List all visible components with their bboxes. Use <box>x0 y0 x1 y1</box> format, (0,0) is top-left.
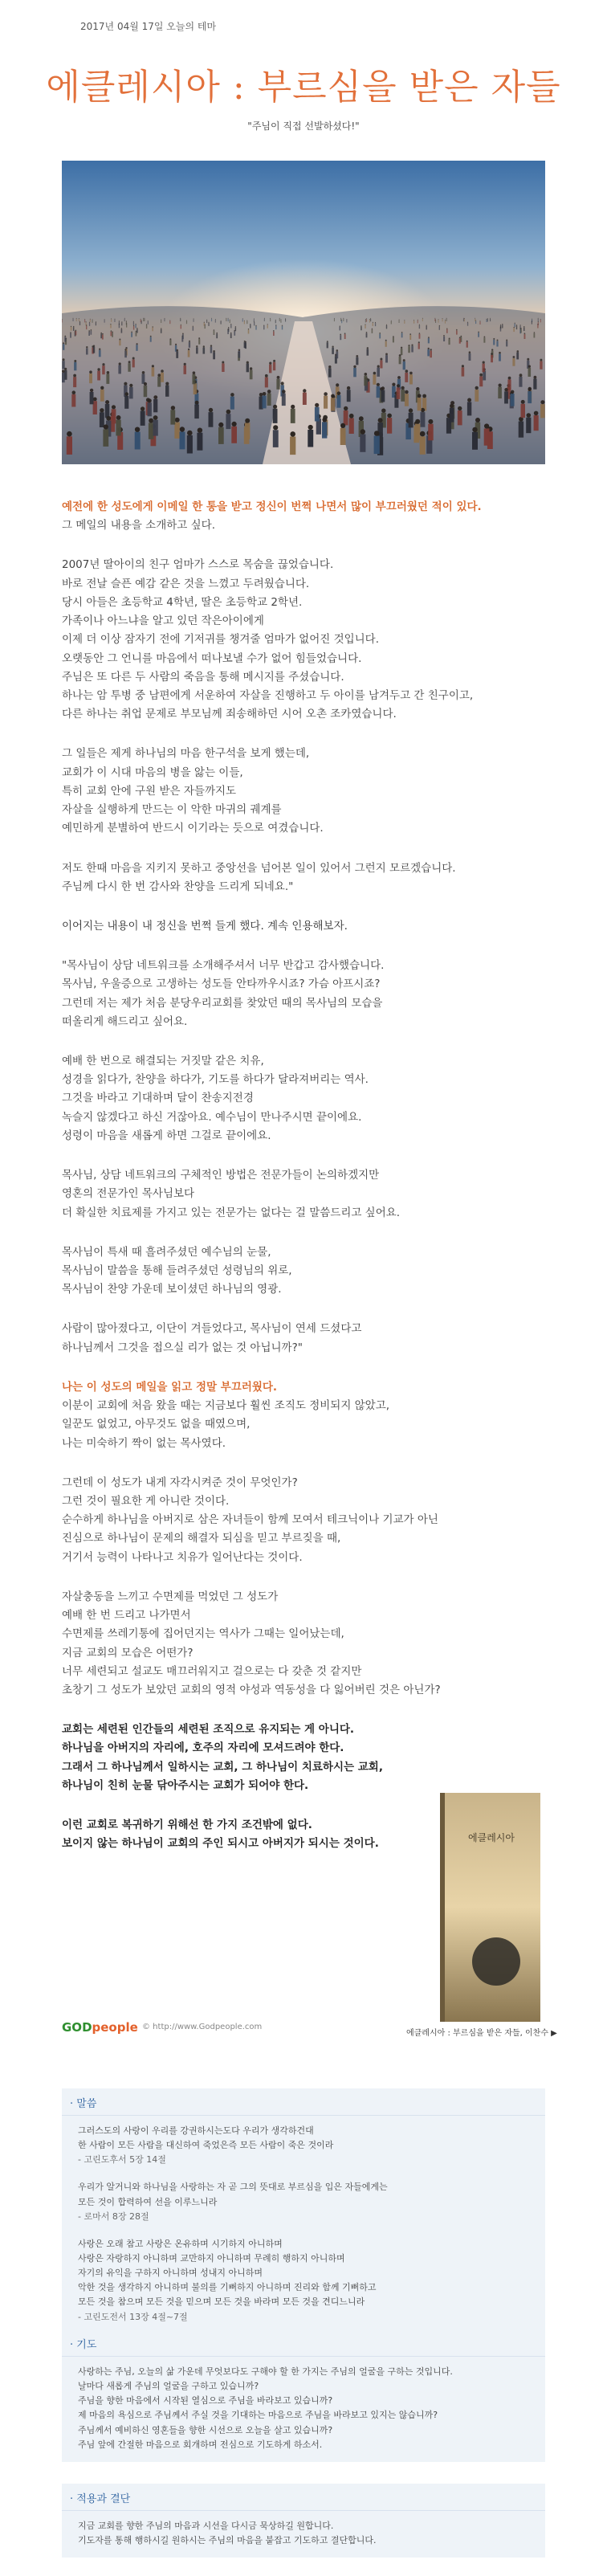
section-prayer <box>62 2329 545 2462</box>
article-line: 그런데 이 성도가 내게 자각시켜준 것이 무엇인가? <box>62 1476 298 1489</box>
verse-line: 그러스도의 사랑이 우리를 강권하시는도다 우리가 생각하건대 <box>78 2125 314 2136</box>
article-line: 바로 전날 슬픈 예감 같은 것을 느꼈고 두려웠습니다. <box>62 577 310 590</box>
article-line: 목사님, 상담 네트워크의 구체적인 방법은 전문가들이 논의하겠지만 <box>62 1169 380 1182</box>
section-word <box>62 2088 545 2347</box>
article-line: 일꾼도 없었고, 아무것도 없을 때였으며, <box>62 1418 251 1431</box>
article-line: 당시 아들은 초등학교 4학년, 딸은 초등학교 2학년. <box>62 595 303 609</box>
theme-date: 2017년 04월 17일 오늘의 테마 <box>80 21 217 32</box>
section-line: 날마다 새롭게 주님의 얼굴을 구하고 있습니까? <box>78 2381 259 2392</box>
article-line: 사람이 많아졌다고, 이단이 겨들었다고, 목사님이 연세 드셨다고 <box>62 1322 362 1336</box>
section-word-body <box>62 2116 545 2347</box>
article-line: 영혼의 전문가인 목사님보다 <box>62 1187 195 1201</box>
article-paragraph <box>62 957 545 1031</box>
article-line: 목사님이 찬양 가운데 보이셨던 하나님의 영광. <box>62 1283 282 1296</box>
section-prayer-title: · 기도 <box>62 2329 545 2357</box>
article-line: 목사님, 우울증으로 고생하는 성도들 안타까우시죠? 가슴 아프시죠? <box>62 978 381 991</box>
article-paragraph <box>62 745 545 838</box>
page-title: 에클레시아 : 부르심을 받은 자들 <box>46 67 561 108</box>
article-line: 초창기 그 성도가 보았던 교회의 영적 야성과 역동성을 다 잃어버린 것은 아닌가? <box>62 1683 441 1696</box>
article-paragraph <box>62 1243 545 1300</box>
article-paragraph <box>62 917 545 936</box>
article-paragraph <box>62 1588 545 1700</box>
article-line: 그래서 그 하나님께서 일하시는 교회, 그 하나님이 치료하시는 교회, <box>62 1760 383 1774</box>
article-line: 오랫동안 그 언니를 마음에서 떠나보낼 수가 없어 힘들었습니다. <box>62 651 362 665</box>
section-apply-body <box>62 2511 545 2558</box>
article-line: 다른 하나는 취업 문제로 부모님께 죄송해하던 시어 오촌 조카였습니다. <box>62 708 397 721</box>
section-line: 주님 앞에 간절한 마음으로 회개하며 전심으로 기도하게 하소서. <box>78 2439 323 2450</box>
section-line: 사랑하는 주님, 오늘의 삶 가운데 무엇보다도 구해야 할 한 가지는 주님의 얼굴을 구하는 것입니다. <box>78 2366 453 2377</box>
article-line: 성령이 마음을 새롭게 하면 그걸로 끝이에요. <box>62 1129 271 1142</box>
article-line: 나는 미숙하기 짝이 없는 목사였다. <box>62 1436 226 1450</box>
article-line: 자살충동을 느끼고 수면제를 먹었던 그 성도가 <box>62 1590 279 1603</box>
article-line: 이제 더 이상 잠자기 전에 기저귀를 챙겨줄 엄마가 없어진 것입니다. <box>62 633 380 647</box>
article-line: 떠올리게 해드리고 싶어요. <box>62 1014 188 1028</box>
article-line: 성경을 읽다가, 찬양을 하다가, 기도를 하다가 달라져버리는 역사. <box>62 1073 369 1087</box>
book-cover-image <box>440 1793 540 2022</box>
footer-copyright: © http://www.Godpeople.com <box>142 2023 263 2031</box>
article-line: 이런 교회로 복귀하기 위해선 한 가지 조건밖에 없다. <box>62 1819 312 1832</box>
article-line: 예배 한 번 드리고 나가면서 <box>62 1609 191 1623</box>
verse-line: 사랑은 자랑하지 아니하며 교만하지 아니하며 무례히 행하지 아니하며 <box>78 2252 345 2264</box>
article-paragraph <box>62 1721 545 1795</box>
article-paragraph <box>62 859 545 896</box>
book-cover[interactable] <box>440 1793 540 2022</box>
section-word-title: · 말씀 <box>62 2088 545 2116</box>
article-line: 하나님을 아버지의 자리에, 호주의 자리에 모셔드려야 한다. <box>62 1741 344 1755</box>
section-line: 지금 교회를 향한 주님의 마음과 시선을 다시금 묵상하길 원합니다. <box>78 2521 334 2531</box>
article-line: 저도 한때 마음을 지키지 못하고 중앙선을 넘어본 일이 있어서 그런지 모르겠습니다. <box>62 861 456 875</box>
article-line: 그런 것이 필요한 게 아니란 것이다. <box>62 1494 230 1508</box>
verse-reference: - 고린도전서 13장 4절~7절 <box>78 2311 188 2322</box>
article-line: 가족이나 아느냐을 알고 있던 작은아이에게 <box>62 614 264 628</box>
article-line: 자살을 실행하게 만드는 이 악한 마귀의 궤계를 <box>62 803 282 817</box>
article-line: 너무 세련되고 설교도 매끄러워지고 걸으로는 다 갖춘 것 같지만 <box>62 1664 362 1678</box>
article-line: "목사님이 상담 네트워크를 소개해주셔서 너무 반갑고 감사했습니다. <box>62 959 385 973</box>
article-line: 교회가 이 시대 마음의 병을 앓는 이들, <box>62 765 243 779</box>
book-cover-title: 에클레시아 <box>468 1832 515 1843</box>
article-line: 예민하게 분별하여 반드시 이기라는 듯으로 여겼습니다. <box>62 822 324 835</box>
article-line: 그 일들은 제게 하나님의 마음 한구석을 보게 했는데, <box>62 747 310 761</box>
article-paragraph <box>62 1166 545 1223</box>
verse-line: 한 사람이 모든 사람을 대신하여 죽었은즉 모든 사람이 죽은 것이라 <box>78 2140 334 2151</box>
article-line: 더 확실한 치료제를 가지고 있는 전문가는 없다는 걸 말씀드리고 싶어요. <box>62 1206 401 1219</box>
verse-line: 모든 것이 합력하여 선을 이루느니라 <box>78 2196 218 2207</box>
article-paragraph <box>62 556 545 724</box>
verse <box>78 2237 529 2325</box>
article-line: 그것을 바라고 기대하며 달이 찬송지전경 <box>62 1092 254 1105</box>
article-line: 수면제를 쓰레기통에 집어던지는 역사가 그때는 일어났는데, <box>62 1627 344 1641</box>
crowd-illustration <box>62 161 545 464</box>
article-line: 목사님이 특새 때 흘려주셨던 예수님의 눈물, <box>62 1245 271 1259</box>
article-line: 진심으로 하나님이 문제의 해결자 되심을 믿고 부르짖을 때, <box>62 1532 341 1545</box>
section-line: 주님을 향한 마음에서 시작된 열심으로 주님을 바라보고 있습니까? <box>78 2395 333 2407</box>
article-body <box>62 498 545 1874</box>
article-line: 목사님이 말씀을 통해 들려주셨던 성령님의 위로, <box>62 1264 292 1277</box>
article-line: 그 메일의 내용을 소개하고 싶다. <box>62 519 215 533</box>
article-paragraph <box>62 498 545 535</box>
verse-reference: - 로마서 8장 28절 <box>78 2211 149 2222</box>
article-line: 순수하게 하나님을 아버지로 삼은 자녀들이 함께 모여서 테크닉이나 기교가 아닌 <box>62 1513 438 1527</box>
article-line: 거기서 능력이 나타나고 치유가 일어난다는 것이다. <box>62 1550 303 1564</box>
article-line: 이어지는 내용이 내 정신을 번쩍 들게 했다. 계속 인용해보자. <box>62 919 348 933</box>
section-apply-title: · 적용과 결단 <box>62 2484 545 2511</box>
article-line: 주님께 다시 한 번 감사와 찬양을 드리게 되네요." <box>62 880 294 893</box>
verse-reference: - 고린도후서 5장 14절 <box>78 2154 166 2166</box>
article-line: 특히 교회 안에 구원 받은 자들까지도 <box>62 784 237 798</box>
verse <box>78 2124 529 2167</box>
verse-line: 자기의 유익을 구하지 아니하며 성내지 아니하며 <box>78 2268 263 2279</box>
article-line: 2007년 딸아이의 친구 엄마가 스스로 목숨을 끊었습니다. <box>62 558 334 572</box>
verse-line: 악한 것을 생각하지 아니하며 불의를 기뻐하지 아니하며 진리와 함께 기뻐하고 <box>78 2282 377 2293</box>
article-paragraph <box>62 1320 545 1357</box>
section-prayer-body <box>62 2357 545 2462</box>
article-paragraph <box>62 1474 545 1567</box>
article-line: 주님은 또 다른 두 사람의 죽음을 통해 메시지를 주셨습니다. <box>62 670 344 684</box>
article-line: 하나님께서 그것을 접으실 리가 없는 것 아닙니까?" <box>62 1341 303 1354</box>
book-caption-link[interactable]: 에클레시아 : 부르심을 받은 자들, 이찬수 ▶ <box>406 2029 557 2038</box>
article-line: 보이지 않는 하나님이 교회의 주인 되시고 아버지가 되시는 것이다. <box>62 1837 379 1851</box>
article-line: 예배 한 번으로 해결되는 거짓말 같은 치유, <box>62 1055 264 1068</box>
section-line: 제 마음의 욕심으로 주님께서 주실 것을 기대하는 마음으로 주님을 바라보고 있지는 않습니까? <box>78 2410 438 2421</box>
article-line: 교회는 세련된 인간들의 세련된 조직으로 유지되는 게 아니다. <box>62 1723 355 1737</box>
article-line: 지금 교회의 모습은 어떤가? <box>62 1646 194 1659</box>
section-apply <box>62 2484 545 2558</box>
verse <box>78 2180 529 2223</box>
verse-line: 모든 것을 참으며 모든 것을 믿으며 모든 것을 바라며 모든 것을 견디느니라 <box>78 2296 365 2308</box>
godpeople-logo[interactable]: GODpeople <box>62 2020 138 2035</box>
section-line: 주님께서 예비하신 영혼들을 향한 시선으로 오늘을 살고 있습니까? <box>78 2424 333 2435</box>
verse-line: 우리가 알거니와 하나님을 사랑하는 자 곧 그의 뜻대로 부르심을 입은 자들에게는 <box>78 2182 388 2193</box>
page-subtitle: "주님이 직접 선발하셨다!" <box>247 120 360 132</box>
article-line: 하나는 암 투병 중 남편에게 서운하여 자살을 진행하고 두 아이를 남겨두고 간 친구이고, <box>62 688 474 702</box>
article-line: 예전에 한 성도에게 이메일 한 통을 받고 정신이 번쩍 나면서 많이 부끄러웠던 적이 있다. <box>62 500 482 513</box>
article-paragraph <box>62 1052 545 1145</box>
article-line: 녹슬지 않겠다고 하신 거잖아요. 예수님이 만나주시면 끝이에요. <box>62 1110 362 1124</box>
article-line: 나는 이 성도의 메일을 읽고 정말 부끄러웠다. <box>62 1380 278 1394</box>
section-line: 기도자를 통해 행하시길 원하시는 주님의 마음을 붙잡고 기도하고 결단합니다. <box>78 2535 377 2546</box>
article-paragraph <box>62 1378 545 1453</box>
verse-line: 사랑은 오래 참고 사랑은 온유하며 시기하지 아니하며 <box>78 2238 283 2249</box>
article-line: 하나님이 친히 눈물 닦아주시는 교회가 되어야 한다. <box>62 1778 309 1792</box>
article-line: 이분이 교회에 처음 왔을 때는 지금보다 훨씬 조직도 정비되지 않았고, <box>62 1399 390 1413</box>
hero-image-crowd <box>62 161 545 464</box>
footer <box>62 2020 399 2039</box>
article-line: 그런데 저는 제가 처음 분당우리교회를 찾았던 때의 목사님의 모습을 <box>62 996 383 1010</box>
